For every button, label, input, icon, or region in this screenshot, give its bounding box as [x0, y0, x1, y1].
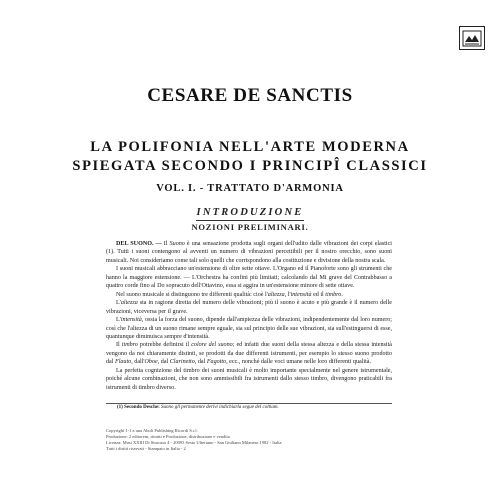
- paragraph-6: [106, 341, 392, 366]
- footnote-rule: [106, 403, 392, 404]
- text-run: , ossia la forza del suono, dipende dall'ampiezza delle vibrazioni, indipendentemente dal loro numero; così che l'altezza di un suono rimane sempre eguale, sia sul principio delle sue vibrazioni, sia sull'estinguersi di esse, quantunque diminuisca sempre d'intensità.: [106, 317, 392, 340]
- volume-title: VOL. I. - TRATTATO D'ARMONIA: [156, 183, 344, 194]
- heading-rule: [196, 220, 304, 221]
- text-run: , dal: [157, 359, 170, 366]
- body-text: [106, 240, 392, 392]
- italic-term: Suono: [169, 241, 185, 247]
- text-run: .: [341, 291, 343, 298]
- text-run: ed il: [311, 291, 326, 298]
- paragraph-5: [106, 316, 392, 341]
- text-run: potrebbe definirsi il: [137, 342, 192, 349]
- author-name: CESARE DE SANCTIS: [147, 85, 353, 106]
- footnote: [117, 405, 397, 411]
- text-run: è una sensazione prodotta sugli organi dell'udito dalle vibrazioni dei corpi elastici (1). Tutti i suoni contengono al avventi un numero di vibrazioni percettibili per il nostro orecchio, sono suoni musicali. Noi consideriamo come tali solo quelli che corrispondono alla costituzione e divisione della nostra scala.: [106, 241, 392, 264]
- text-run: , dal: [194, 359, 207, 366]
- title-line-1: LA POLIFONIA NELL'ARTE MODERNA: [90, 139, 410, 155]
- imprint-block: [106, 428, 406, 452]
- text-run: , l': [284, 291, 291, 298]
- footnote-label: (1) Secondo Desche:: [117, 405, 160, 410]
- text-run: ; ed infatti due suoni della stessa altezza e della stessa intensità vengono da noi chiaramente distinti, se prodotti da due differenti istrumenti, per esempio lo stesso suono prodotto dal: [106, 342, 392, 366]
- imprint-line: Licenza: Musi XXIII Di Siracusa 4 - 20093 Sesto Ulteriano - San Giuliano Milanese 1982 - Italia: [106, 439, 282, 445]
- paragraph-2: I suoni musicali abbracciano un'estensione di oltre sette ottave. L'Organo ed il Pianoforte sono gli strumenti che hanno la maggiore estensione. — L'Orchestra ha confini più limitati; calcolando dal Mi grave del Contrabbasso a quattro corde fino al Do sopracuto dell'Ottavino, essa si aggira in un'estensione minore di sette ottave.: [106, 266, 392, 290]
- text-run: Il: [161, 241, 170, 247]
- publisher-seal-icon: [459, 26, 485, 50]
- italic-term: timbro: [121, 342, 138, 349]
- italic-term: altezza: [120, 300, 138, 307]
- text-run: , ecc., nonché dalle voci umane nelle loro differenti qualità.: [226, 359, 372, 366]
- subheading: NOZIONI PRELIMINARI.: [191, 222, 309, 232]
- paragraph-1: [106, 240, 392, 265]
- italic-term: Oboe: [144, 359, 158, 366]
- italic-term: Clarinetto: [169, 359, 195, 366]
- imprint-line: Tutti i diritti riservati - Stampato in Italia - 2: [106, 445, 186, 451]
- text-run: L': [116, 317, 121, 324]
- italic-term: intensità: [290, 291, 312, 298]
- footnote-text: Suono gli permanente derivi indichiarla segue del coltiam.: [161, 405, 279, 410]
- text-run: Il: [116, 342, 122, 349]
- text-run: L': [116, 300, 121, 307]
- italic-term: intensità: [120, 317, 142, 324]
- section-heading: INTRODUZIONE: [196, 207, 304, 218]
- italic-term: colore del suono: [191, 342, 233, 349]
- italic-term: timbro: [325, 291, 342, 298]
- paragraph-7: La perfetta cognizione del timbro dei suoni musicali è molto importante specialmente nel genere istrumentale, poiché alcune combinazioni, che non sono ammissibili fra istrumenti dallo stesso timbro, divengono praticabili fra istrumenti di timbro diverso.: [106, 367, 392, 391]
- title-line-2: SPIEGATA SECONDO I PRINCIPÎ CLASSICI: [72, 158, 428, 174]
- text-run: , dall': [131, 359, 145, 366]
- text-run: Nel suono musicale si distinguono tre differenti qualità: cioè l': [116, 291, 268, 298]
- paragraph-lead: DEL SUONO. —: [116, 241, 162, 247]
- imprint-line: Copyright 1-1 a una Abolt Publishing Ricordi S.r.l.: [106, 428, 198, 433]
- paragraph-3: [106, 291, 392, 299]
- italic-term: altezza: [267, 291, 285, 298]
- italic-term: Flauto: [114, 359, 132, 366]
- imprint-line: Produzione: 2 editorem, ritratti e Produzione, distribuzione e vendita: [106, 433, 230, 439]
- paragraph-4: [106, 299, 392, 316]
- seal-emblem: [462, 30, 482, 47]
- italic-term: Fagotto: [206, 359, 227, 366]
- text-run: sta in ragione diretta del numero delle vibrazioni; più il suono è acuto e più grande è il numero delle vibrazioni, viceversa per il grave.: [106, 300, 392, 315]
